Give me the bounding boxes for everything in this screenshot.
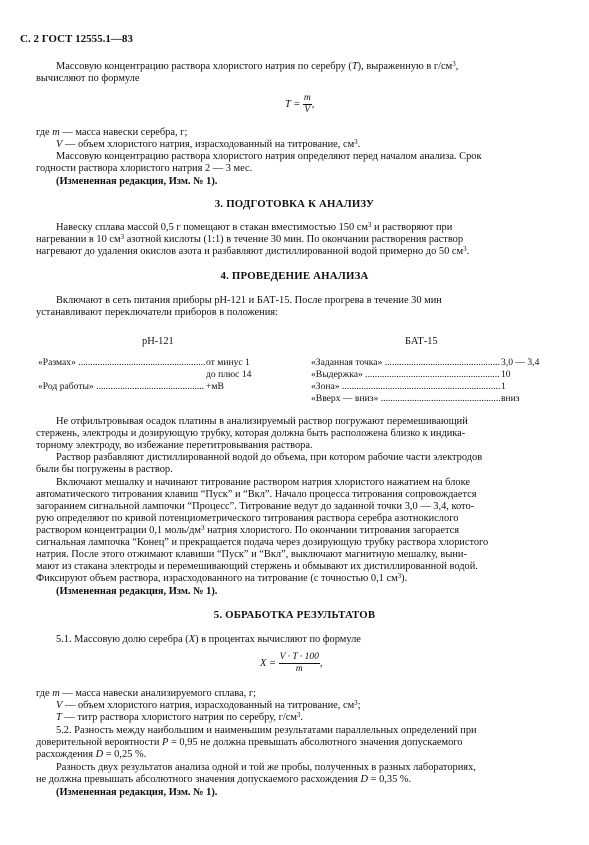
paragraph-line: натрия. После этого отжимают клавиши “Пуск” и “Вкл”, выключают магнитную мешалку, выни- (36, 549, 467, 560)
where-line: V — объем хлористого натрия, израсходованный на титрование, $см^3$; (56, 699, 361, 711)
paragraph-line: 5.1. Массовую долю серебра (X) в процентах вычисляют по формуле (56, 634, 361, 645)
device-title-ph121: рН-121 (142, 336, 174, 347)
paragraph-line: вычисляют по формуле (36, 73, 140, 84)
paragraph-line: были бы погружены в раствор. (36, 464, 173, 475)
where-line: V — объем хлористого натрия, израсходованный на титрование, $см^3$. (56, 138, 361, 150)
paragraph-line: мают из стакана электроды и перемешивающий стержень и обмывают их дистиллированной водой. (36, 561, 478, 572)
paragraph-line: Раствор разбавляют дистиллированной водой до объема, при котором рабочие части электродов (56, 452, 483, 463)
formula-concentration: T = $\frac{m}{V}$ , (285, 93, 315, 115)
paragraph-line: Массовую концентрацию раствора хлористого натрия по серебру (T), выраженную в $г/см^3$, (56, 60, 459, 72)
where-line: где m — масса навески серебра, г; (36, 127, 188, 138)
settings-row: до плюс 14 (206, 369, 252, 380)
section-heading-5: 5. ОБРАБОТКА РЕЗУЛЬТАТОВ (213, 609, 376, 621)
settings-row: «Зона» ..... 1 (311, 381, 551, 393)
paragraph-line: сигнальная лампочка “Конец” и прекращается подача через дозирующую трубку раствора хлористого (36, 537, 489, 548)
settings-row: «Род работы» ..... +мВ (38, 381, 256, 393)
device-title-bat15: БАТ-15 (405, 336, 438, 347)
settings-row: «Размах» ..... от минус 1 (38, 357, 256, 369)
paragraph-line: годности раствора хлористого натрия 2 — 3 мес. (36, 163, 253, 174)
paragraph-line: Включают в сеть питания приборы рН-121 и БАТ-15. После прогрева в течение 30 мин (56, 295, 442, 306)
paragraph-line: расхождения D = 0,25 %. (36, 749, 147, 760)
paragraph-line: раствором концентрации 0,1 моль/$дм^3$ натрия хлористого. По окончании титрования загорается (36, 524, 460, 536)
section-heading-4: 4. ПРОВЕДЕНИЕ АНАЛИЗА (220, 270, 369, 282)
page-header: С. 2 ГОСТ 12555.1—83 (20, 33, 133, 45)
paragraph-line: нагревают до удаления окислов азота и разбавляют дистиллированной водой примерно до 50 $см^3$. (36, 245, 470, 257)
settings-table-bat15 (311, 357, 551, 405)
paragraph-line: рую определяют по кривой потенциометрического титрования раствора серебра азотнокислого (36, 513, 459, 524)
paragraph-line: устанавливают переключатели приборов в положения: (36, 307, 278, 318)
paragraph-line: Навеску сплава массой 0,5 г помещают в стакан вместимостью 150 $см^3$ и растворяют при (56, 221, 453, 233)
where-line: где m — масса навески анализируемого сплава, г; (36, 688, 257, 699)
paragraph-line: Разность двух результатов анализа одной и той же пробы, полученных в разных лабораториях, (56, 762, 476, 773)
section-heading-3: 3. ПОДГОТОВКА К АНАЛИЗУ (214, 198, 375, 210)
revision-note: (Измененная редакция, Изм. № 1). (56, 586, 218, 597)
paragraph-line: Не отфильтровывая осадок платины в анализируемый раствор погружают перемешивающий (56, 416, 468, 427)
settings-table-ph121 (38, 357, 256, 393)
revision-note: (Измененная редакция, Изм. № 1). (56, 176, 218, 187)
revision-note: (Измененная редакция, Изм. № 1). (56, 787, 218, 798)
paragraph-line: Массовую концентрацию раствора хлористого натрия определяют перед началом анализа. Срок (56, 151, 482, 162)
paragraph-line: Фиксируют объем раствора, израсходованного на титрование (с точностью 0,1 $см^3$). (36, 572, 408, 584)
settings-row: «Выдержка» ..... 10 (311, 369, 551, 381)
settings-row: «Вверх — вниз» ..... вниз (311, 393, 551, 405)
paragraph-line: стержень, электроды и дозирующую трубку, которая должна быть расположена близко к индика- (36, 428, 466, 439)
paragraph-line: торному электроду, во избежание перетитровывания раствора. (36, 440, 313, 451)
paragraph-line: не должна превышать абсолютного значения допускаемого расхождения D = 0,35 %. (36, 774, 412, 785)
paragraph-line: автоматического титрования клавиш “Пуск” и “Вкл”. Начало процесса титрования сопровождается (36, 489, 477, 500)
paragraph-line: нагревании в 10 $см^3$ азотной кислоты (1:1) в течение 30 мин. По окончании растворения раствор (36, 233, 464, 245)
paragraph-line: Включают мешалку и начинают титрование раствором натрия хлористого нажатием на блоке (56, 477, 470, 488)
settings-row: «Заданная точка» ..... 3,0 — 3,4 (311, 357, 551, 369)
formula-silver-fraction: X = $\frac{V \cdot T \cdot 100}{m}$ , (260, 652, 323, 674)
paragraph-line: доверительной вероятности P = 0,95 не должна превышать абсолютного значения допускаемого (36, 737, 463, 748)
where-line: T — титр раствора хлористого натрия по серебру, $г/см^3$. (56, 711, 304, 723)
paragraph-line: загоранием сигнальной лампочки “Процесс”. Титрование ведут до заданной точки 3,0 — 3,4, кото- (36, 501, 475, 512)
paragraph-line: 5.2. Разность между наибольшим и наименьшим результатами параллельных определений при (56, 725, 477, 736)
